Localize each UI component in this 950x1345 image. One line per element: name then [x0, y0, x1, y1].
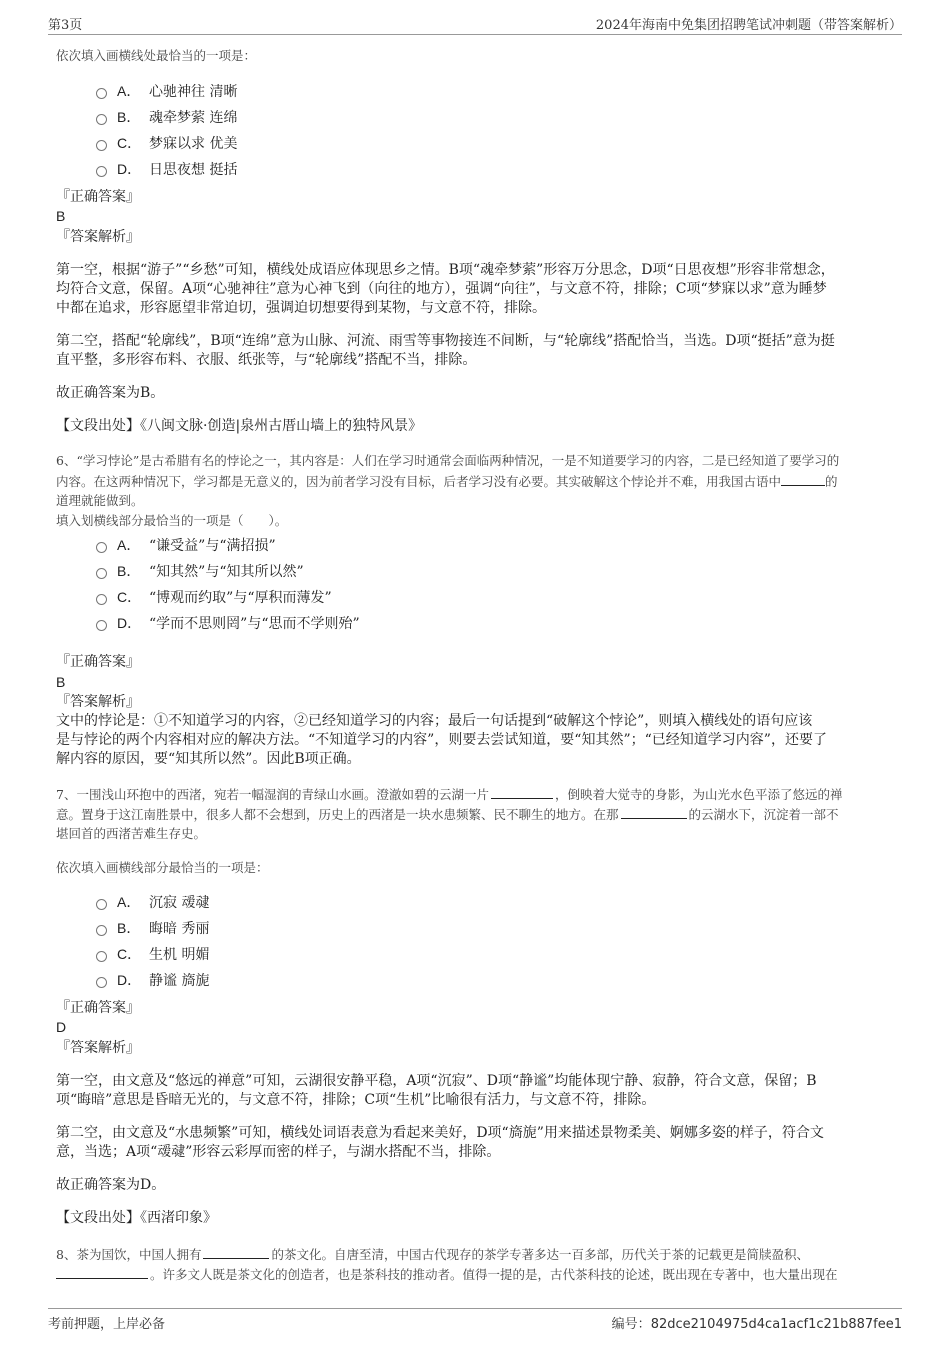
q7-stem-line: 堪回首的西渚苦难生存史。	[56, 826, 207, 841]
q7-conclusion: 故正确答案为D。	[56, 1177, 166, 1193]
q7-analysis-label: 『答案解析』	[56, 1040, 140, 1056]
q6-analysis-line: 是与悖论的两个内容相对应的解决方法。“不知道学习的内容”，则要去尝试知道，要“知其然”；“已经知道学习内容”，还要了	[56, 732, 827, 748]
radio-icon[interactable]	[96, 88, 107, 99]
q5-conclusion: 故正确答案为B。	[56, 385, 165, 401]
q5-analysis-line: 均符合文意，保留。A项“心驰神往”意为心神飞到（向往的地方），强调“向往”，与文意不符，排除；C项“梦寐以求”意为睡梦	[56, 281, 827, 297]
q5-option-c[interactable]: C． 梦寐以求 优美	[96, 132, 237, 154]
q5-option-a[interactable]: A． 心驰神往 清晰	[96, 80, 237, 102]
answer-blank	[491, 784, 553, 799]
q5-analysis-line: 直平整，多形容布料、衣服、纸张等，与“轮廓线”搭配不当，排除。	[56, 352, 477, 368]
q6-stem-line: 6、“学习悖论”是古希腊有名的悖论之一，其内容是：人们在学习时通常会面临两种情况，一是不知道要学习的内容，二是已经知道了要学习的	[56, 453, 840, 468]
q7-stem-line: 意。置身于这江南胜景中，很多人都不会想到，历史上的西渚是一块水患频繁、民不聊生的地方。在那 的云湖水下，沉淀着一部不	[56, 804, 904, 825]
radio-icon[interactable]	[96, 594, 107, 605]
q6-option-a[interactable]: A． “谦受益”与“满招损”	[96, 534, 276, 556]
q5-source: 【文段出处】《八闽文脉·创造|泉州古厝山墙上的独特风景》	[56, 418, 423, 434]
q6-analysis-line: 文中的悖论是：①不知道学习的内容，②已经知道学习的内容；最后一句话提到“破解这个悖论”，则填入横线处的语句应该	[56, 713, 813, 729]
radio-icon[interactable]	[96, 925, 107, 936]
q6-answer-label: 『正确答案』	[56, 654, 140, 670]
q7-option-b[interactable]: B． 晦暗 秀丽	[96, 917, 209, 939]
document-title: 2024年海南中免集团招聘笔试冲刺题（带答案解析）	[595, 18, 902, 33]
q7-analysis-line: 项“晦暗”意思是昏暗无光的，与文意不符，排除；C项“生机”比喻很有活力，与文意不符，排除。	[56, 1092, 656, 1108]
radio-icon[interactable]	[96, 140, 107, 151]
radio-icon[interactable]	[96, 568, 107, 579]
footer-slogan: 考前押题，上岸必备	[48, 1317, 166, 1332]
radio-icon[interactable]	[96, 951, 107, 962]
q8-stem-line: 。许多文人既是茶文化的创造者，也是茶科技的推动者。值得一提的是，古代茶科技的论述，既出现在专著中，也大量出现在	[56, 1264, 904, 1285]
answer-blank	[621, 804, 687, 819]
q6-stem-line: 内容。在这两种情况下，学习都是无意义的，因为前者学习没有目标，后者学习没有必要。其实破解这个悖论并不难，用我国古语中 的	[56, 471, 904, 492]
q8-stem-line: 8、茶为国饮，中国人拥有 的茶文化。自唐至清，中国古代现存的茶学专著多达一百多部，历代关于茶的记载更是简牍盈积、	[56, 1244, 904, 1265]
q7-stem-line: 7、一围浅山环抱中的西渚，宛若一幅湿润的青绿山水画。澄澈如碧的云湖一片 ，倒映着大觉寺的身影，为山光水色平添了悠远的禅	[56, 784, 904, 805]
q7-analysis-line: 第一空，由文意及“悠远的禅意”可知，云湖很安静平稳，A项“沉寂”、D项“静谧”均能体现宁静、寂静，符合文意，保留；B	[56, 1073, 817, 1089]
q5-analysis-line: 第一空，根据“游子”“乡愁”可知，横线处成语应体现思乡之情。B项“魂牵梦萦”形容万分思念，D项“日思夜想”形容非常想念，	[56, 262, 835, 278]
q5-option-b[interactable]: B． 魂牵梦萦 连绵	[96, 106, 237, 128]
answer-blank	[56, 1264, 148, 1279]
radio-icon[interactable]	[96, 166, 107, 177]
q7-answer-label: 『正确答案』	[56, 1000, 140, 1016]
q7-prompt: 依次填入画横线部分最恰当的一项是：	[56, 860, 269, 875]
q6-option-d[interactable]: D． “学而不思则罔”与“思而不学则殆”	[96, 612, 360, 634]
q7-answer-value: D	[56, 1019, 67, 1035]
q5-option-d[interactable]: D． 日思夜想 挺括	[96, 158, 237, 180]
radio-icon[interactable]	[96, 114, 107, 125]
page-footer	[48, 1308, 902, 1333]
q6-stem-line: 道理就能做到。	[56, 493, 144, 508]
q6-analysis-line: 解内容的原因，要“知其所以然”。因此B项正确。	[56, 751, 361, 767]
page-header	[48, 10, 902, 35]
radio-icon[interactable]	[96, 542, 107, 553]
radio-icon[interactable]	[96, 977, 107, 988]
q7-analysis-line: 第二空，由文意及“水患频繁”可知，横线处词语表意为看起来美好，D项“旖旎”用来描述景物柔美、婀娜多姿的样子，符合文	[56, 1125, 824, 1141]
page-number: 第3页	[48, 18, 83, 33]
q6-option-c[interactable]: C． “博观而约取”与“厚积而薄发”	[96, 586, 332, 608]
q7-option-c[interactable]: C． 生机 明媚	[96, 943, 209, 965]
q5-analysis-line: 中都在追求，形容愿望非常迫切，强调迫切想要得到某物，与文意不符，排除。	[56, 300, 546, 316]
document-code: 编号：82dce2104975d4ca1acf1c21b887fee1	[611, 1317, 902, 1332]
answer-blank	[203, 1244, 269, 1259]
q5-analysis-label: 『答案解析』	[56, 229, 140, 245]
q6-prompt: 填入划横线部分最恰当的一项是（ ）。	[56, 513, 288, 528]
q7-option-d[interactable]: D． 静谧 旖旎	[96, 969, 209, 991]
q6-analysis-label: 『答案解析』	[56, 694, 140, 710]
q6-answer-value: B	[56, 674, 66, 690]
answer-blank	[781, 471, 825, 486]
q7-analysis-line: 意，当选；A项“叆叇”形容云彩厚而密的样子，与湖水搭配不当，排除。	[56, 1144, 501, 1160]
radio-icon[interactable]	[96, 899, 107, 910]
q5-analysis-line: 第二空，搭配“轮廓线”，B项“连绵”意为山脉、河流、雨雪等事物接连不间断，与“轮廓线”搭配恰当，当选。D项“挺括”意为挺	[56, 333, 835, 349]
q5-prompt: 依次填入画横线处最恰当的一项是：	[56, 48, 257, 63]
radio-icon[interactable]	[96, 620, 107, 631]
q6-option-b[interactable]: B． “知其然”与“知其所以然”	[96, 560, 304, 582]
q5-answer-value: B	[56, 208, 66, 224]
q5-answer-label: 『正确答案』	[56, 189, 140, 205]
q7-option-a[interactable]: A． 沉寂 叆叇	[96, 891, 209, 913]
q7-source: 【文段出处】《西渚印象》	[56, 1210, 217, 1226]
